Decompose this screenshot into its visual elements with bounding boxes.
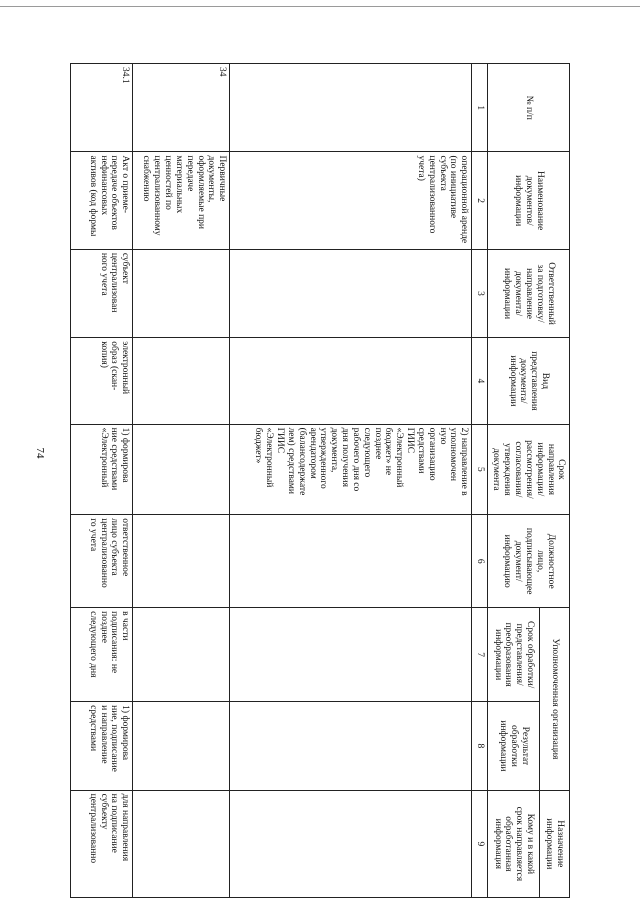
col-number: 8 [472, 702, 488, 791]
cell-responsible [230, 249, 472, 337]
rotated-table-wrapper [67, 63, 570, 898]
top-rule [0, 6, 640, 7]
cell-org-period [133, 608, 230, 702]
page-number: 74 [34, 447, 46, 459]
cell-view: электронный образ (скан- копия) [71, 338, 133, 424]
cell-deadline: 2) направление в уполномочен ную организацию средствами ГИИС «Электронный бюджет» не позднее следующего рабочего дня со дня получения документа, утвержденного арендатором (балансодержате лем) средствами ГИИС «Электронный бюджет» [230, 424, 472, 515]
cell-num: 34.1 [71, 64, 133, 152]
header-official: Должностное лицо, подписывающее документ/ информацию [488, 515, 570, 608]
cell-deadline: 1) формирова ние средствами «Электронный [71, 424, 133, 515]
col-number: 6 [472, 515, 488, 608]
header-num: № п/п [488, 64, 570, 152]
cell-num: 34 [133, 64, 230, 152]
col-number: 7 [472, 608, 488, 702]
col-number: 9 [472, 790, 488, 897]
procedure-table [70, 63, 570, 898]
cell-official [230, 515, 472, 608]
cell-purpose-to [230, 790, 472, 897]
header-purpose-to: Кому и в какой срок направляется обработанная информация [488, 790, 540, 897]
col-number: 1 [472, 64, 488, 152]
cell-view [133, 338, 230, 424]
table-row [230, 64, 472, 898]
col-number: 4 [472, 338, 488, 424]
header-org-group: Уполномоченная организация [540, 608, 570, 791]
cell-responsible [133, 249, 230, 337]
cell-org-result [230, 702, 472, 791]
cell-deadline [133, 424, 230, 515]
cell-org-period: в части подписания: не позднее следующего дня [71, 608, 133, 702]
cell-org-result [133, 702, 230, 791]
header-deadline: Срок направления информации/ рассмотрения/ согласования/ утверждения документа [488, 424, 570, 515]
cell-org-period [230, 608, 472, 702]
header-view: Вид представления документа/ информации [488, 338, 570, 424]
table-row [133, 64, 230, 898]
cell-purpose-to [133, 790, 230, 897]
column-number-row [472, 64, 488, 898]
header-purpose-group: Назначение информации [540, 790, 570, 897]
header-org-result: Результат обработки информации [488, 702, 540, 791]
cell-official: ответственное лицо субъекта централизованно го учета [71, 515, 133, 608]
document-page [67, 63, 570, 898]
cell-official [133, 515, 230, 608]
cell-view [230, 338, 472, 424]
col-number: 2 [472, 152, 488, 249]
header-name: Наименование документов/ информации [488, 152, 570, 249]
header-responsible: Ответственный за подготовку/ направление документа/ информации [488, 249, 570, 337]
col-number: 5 [472, 424, 488, 515]
cell-purpose-to: для направления на подписание субъекту централизованно [71, 790, 133, 897]
cell-name: Акт о приеме- передаче объектов нефинансовых активов (код формы [71, 152, 133, 249]
header-org-period: Срок обработки/ представления/ преобразования информации [488, 608, 540, 702]
cell-name: операционной аренде (по инициативе субъекта централизованного учета) [230, 152, 472, 249]
header-row-group [540, 64, 570, 898]
cell-name: Первичные документы, оформляемые при передаче материальных ценностей по централизованному снабжению [133, 152, 230, 249]
cell-responsible: субъект централизован ного учета [71, 249, 133, 337]
cell-org-result: 1) формирова ние, подписание и направление средствами [71, 702, 133, 791]
col-number: 3 [472, 249, 488, 337]
table-row [71, 64, 133, 898]
cell-num [230, 64, 472, 152]
